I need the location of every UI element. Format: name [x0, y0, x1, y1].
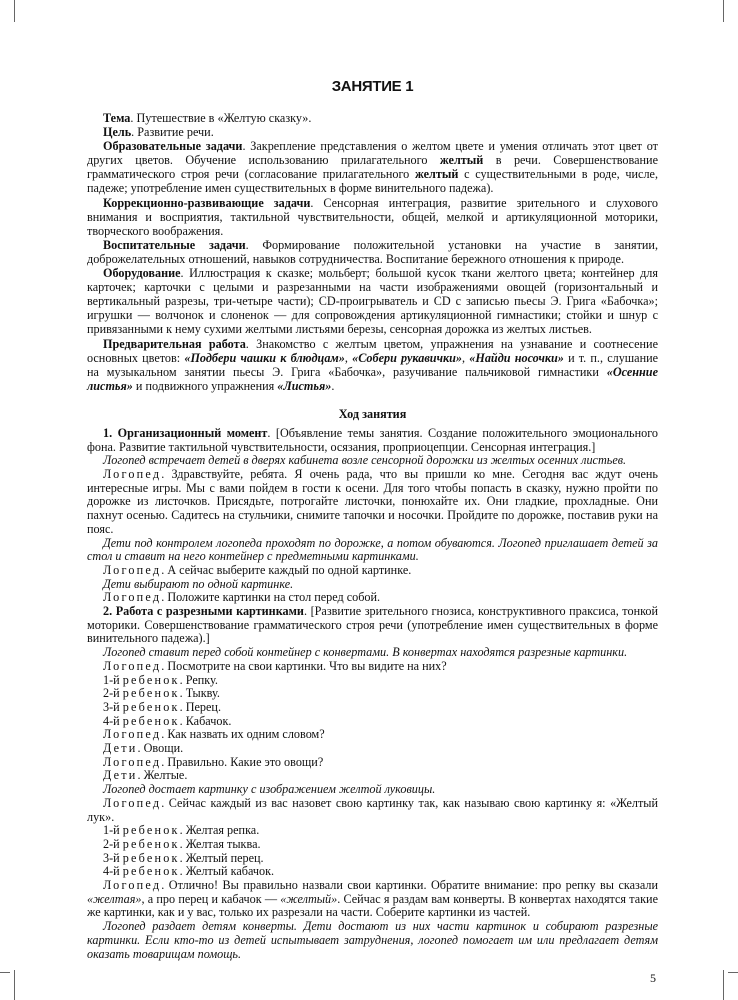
text-run: .: [331, 378, 335, 393]
text-run: . А сейчас выберите каждый по одной картинке.: [161, 562, 412, 577]
paragraph: [87, 824, 658, 838]
text-run: . Сейчас я раздам вам конверты. В конвертах находятся такие же картинки, как и у вас, только их разрезали на части. Соберите картинки из частей.: [87, 891, 658, 920]
speaker-label: ребенок: [122, 864, 180, 879]
speaker-label: ребенок: [122, 836, 180, 851]
crop-mark: [0, 972, 10, 973]
emphasis-text: Предварительная работа: [103, 336, 246, 351]
speaker-label: Логопед: [103, 658, 162, 673]
text-run: ,: [344, 350, 353, 365]
paragraph: [87, 742, 658, 756]
page-number: 5: [650, 971, 656, 986]
speaker-label: Логопед: [103, 878, 162, 893]
text-run: 2-й: [103, 836, 123, 851]
speaker-label: Логопед: [103, 754, 162, 769]
emphasis-text: «Осенние листья»: [87, 364, 658, 393]
emphasis-text: 1. Организационный момент: [103, 425, 268, 440]
text-run: . [Объявление темы занятия. Создание положительного эмоционального фона. Развитие тактильной чувствительности, осязания, проприоцепции. Сенсорная интеграция.]: [87, 425, 658, 454]
emphasis-text: желтый: [439, 153, 484, 168]
text-run: , а про перец и кабачок —: [141, 891, 281, 906]
paragraph: [87, 701, 658, 715]
emphasis-text: Воспитательные задачи: [103, 237, 246, 252]
text-run: . Иллюстрация к сказке; мольберт; большой кусок ткани желтого цвета; контейнер для карточек; карточки с целыми и разрезанными на части изображениями овощей (горизонтальный и вертикальный разрезы, три-четыре части); CD-проигрыватель и CD с записью пьесы Э. Грига «Бабочка»; игрушки — волчонок и слоненок — для сопровождения артикуляционной гимнастики; стойки и шнур с привязанными к нему сухими желтыми листьями березы, сенсорная дорожка из желтых листьев.: [87, 266, 658, 337]
text-run: . Отлично! Вы правильно назвали свои картинки. Обратите внимание: про репку вы сказали: [161, 878, 658, 893]
speaker-label: Логопед: [103, 795, 162, 810]
text-run: . Перец.: [179, 699, 222, 714]
text-run: . Желтая тыква.: [179, 836, 261, 851]
paragraph: [87, 196, 658, 238]
emphasis-text: «желтая»: [87, 891, 142, 906]
paragraph: [87, 111, 658, 125]
text-run: 3-й: [103, 699, 123, 714]
speaker-label: ребенок: [122, 850, 180, 865]
text-run: . Здравствуйте, ребята. Я очень рада, что вы пришли ко мне. Сегодня вас ждут очень интересные игры. Мы с вами пойдем в гости к осени. Для того чтобы попасть в сказку, нужно пройти по дорожке из листочков. Присядьте, потрогайте листочки, понюхайте их. Они гладкие, прохладные. Они пахнут осенью. Садитесь на стульчики, снимите тапочки и носочки. Пройдите по дорожке, поставив руки на пояс.: [87, 466, 658, 536]
emphasis-text: Дети выбирают по одной картинке.: [103, 576, 294, 591]
text-run: 3-й: [103, 850, 123, 865]
speaker-label: ребенок: [122, 699, 180, 714]
speaker-label: Дети: [103, 741, 138, 756]
speaker-label: ребенок: [122, 672, 180, 687]
text-run: . Как назвать их одним словом?: [161, 727, 325, 742]
emphasis-text: Логопед ставит перед собой контейнер с конвертами. В конвертах находятся разрезные картинки.: [103, 645, 628, 660]
speaker-label: ребенок: [122, 686, 180, 701]
text-run: и т. п., слушание на музыкальном занятии пьесы Э. Грига «Бабочка», разучивание пальчиковой гимнастики: [87, 350, 659, 379]
emphasis-text: Образовательные задачи: [103, 139, 243, 154]
paragraph: [87, 578, 658, 592]
paragraph: [87, 427, 658, 454]
emphasis-text: «желтый»: [280, 891, 338, 906]
lesson-title: ЗАНЯТИЕ 1: [331, 78, 414, 95]
speaker-label: Логопед: [103, 590, 162, 605]
text-run: . Положите картинки на стол перед собой.: [161, 590, 381, 605]
paragraph: [87, 797, 658, 824]
paragraph: [87, 687, 658, 701]
paragraph: [87, 564, 658, 578]
emphasis-text: «Подбери чашки к блюдцам»: [184, 350, 345, 365]
paragraph: [87, 674, 658, 688]
text-run: . Развитие речи.: [131, 125, 214, 140]
emphasis-text: 2. Работа с разрезными картинками: [103, 604, 304, 619]
text-run: . Желтый перец.: [179, 850, 264, 865]
text-run: . Формирование положительной установки на участие в занятии, доброжелательных отношений, навыков сотрудничества. Воспитание бережного отношения к природе.: [87, 237, 658, 266]
crop-mark: [723, 0, 724, 22]
crop-mark: [14, 0, 15, 22]
emphasis-text: Коррекционно-развивающие задачи: [103, 195, 311, 210]
paragraph: [87, 660, 658, 674]
emphasis-text: «Найди носочки»: [469, 350, 564, 365]
paragraph: [87, 591, 658, 605]
text-run: . Сейчас каждый из вас назовет свою картинку так, как называю свою картинку я: «Желтый лук».: [87, 795, 658, 824]
speaker-label: Дети: [103, 768, 138, 783]
text-run: 4-й: [103, 864, 123, 879]
crop-mark: [14, 970, 15, 1000]
paragraph: [87, 646, 658, 660]
text-run: . Кабачок.: [179, 713, 232, 728]
text-run: 4-й: [103, 713, 123, 728]
text-run: 1-й: [103, 672, 123, 687]
emphasis-text: «Листья»: [277, 378, 332, 393]
paragraph: [87, 337, 658, 393]
speaker-label: Логопед: [103, 562, 162, 577]
paragraph: [87, 728, 658, 742]
paragraph: [87, 783, 658, 797]
emphasis-text: Цель: [103, 125, 132, 140]
text-run: 2-й: [103, 686, 123, 701]
text-run: с существительными в роде, числе, падеже; употребление имен существительных в форме винительного падежа).: [87, 167, 658, 196]
text-run: . Желтые.: [137, 768, 188, 783]
text-run: . Путешествие в «Желтую сказку».: [130, 111, 312, 125]
lesson-progress: [87, 427, 658, 961]
text-run: ,: [462, 350, 470, 365]
speaker-label: ребенок: [122, 823, 180, 838]
paragraph: [87, 756, 658, 770]
speaker-label: Логопед: [103, 466, 162, 481]
text-run: . Тыкву.: [179, 686, 220, 701]
lesson-intro: [87, 111, 658, 393]
text-run: . Сенсорная интеграция, развитие зрительного и слухового внимания и восприятия, тактильной чувствительности, общей, мелкой и артикуляционной моторики, творческого воображения.: [87, 195, 658, 238]
speaker-label: Логопед: [103, 727, 162, 742]
emphasis-text: Оборудование: [103, 266, 181, 281]
paragraph: [87, 125, 658, 139]
paragraph: [87, 266, 658, 336]
paragraph: [87, 537, 658, 564]
text-run: и подвижного упражнения: [132, 378, 278, 393]
text-run: . Желтая репка.: [179, 823, 260, 838]
text-run: . Правильно. Какие это овощи?: [161, 754, 324, 769]
text-run: . Овощи.: [137, 741, 184, 756]
speaker-label: ребенок: [122, 713, 180, 728]
text-run: . Посмотрите на свои картинки. Что вы видите на них?: [161, 658, 447, 673]
paragraph: [87, 838, 658, 852]
paragraph: [87, 865, 658, 879]
paragraph: [87, 852, 658, 866]
text-run: . Желтый кабачок.: [179, 864, 275, 879]
text-run: . Знакомство с желтым цветом, упражнения на узнавание и соотнесение основных цветов:: [87, 336, 658, 365]
page-content: [87, 0, 658, 985]
paragraph: [87, 920, 658, 961]
paragraph: [87, 605, 658, 646]
emphasis-text: Тема: [103, 111, 131, 125]
emphasis-text: Логопед достает картинку с изображением желтой луковицы.: [103, 782, 436, 797]
text-run: . Репку.: [179, 672, 218, 687]
paragraph: [87, 715, 658, 729]
emphasis-text: Логопед раздает детям конверты. Дети достают из них части картинок и собирают разрезные картинки. Если кто-то из детей испытывает затруднения, логопед помогает им или предлагает детям оказать товарищам помощь.: [87, 919, 658, 961]
section-heading: Ход занятия: [338, 406, 407, 421]
paragraph: [87, 139, 658, 195]
paragraph: [87, 468, 658, 537]
paragraph: [87, 769, 658, 783]
text-run: в речи. Совершенствование грамматического строя речи (согласование прилагательного: [87, 153, 658, 182]
emphasis-text: «Собери рукавички»: [352, 350, 463, 365]
crop-mark: [728, 972, 738, 973]
emphasis-text: желтый: [414, 167, 459, 182]
text-run: . [Развитие зрительного гнозиса, конструктивного праксиса, тонкой моторики. Совершенствование грамматического строя речи (употребление имен существительных в форме винительного падежа).]: [87, 604, 659, 646]
emphasis-text: Логопед встречает детей в дверях кабинета возле сенсорной дорожки из желтых осенних листьев.: [103, 453, 627, 468]
text-run: 1-й: [103, 823, 123, 838]
crop-mark: [723, 970, 724, 1000]
paragraph: [87, 238, 658, 266]
paragraph: [87, 879, 658, 920]
paragraph: [87, 454, 658, 468]
emphasis-text: Дети под контролем логопеда проходят по дорожке, а потом обуваются. Логопед приглашает детей за стол и ставит на него контейнер с предметными картинками.: [87, 535, 658, 564]
text-run: . Закрепление представления о желтом цвете и умения отличать этот цвет от других цветов. Обучение использованию прилагательного: [87, 139, 658, 168]
